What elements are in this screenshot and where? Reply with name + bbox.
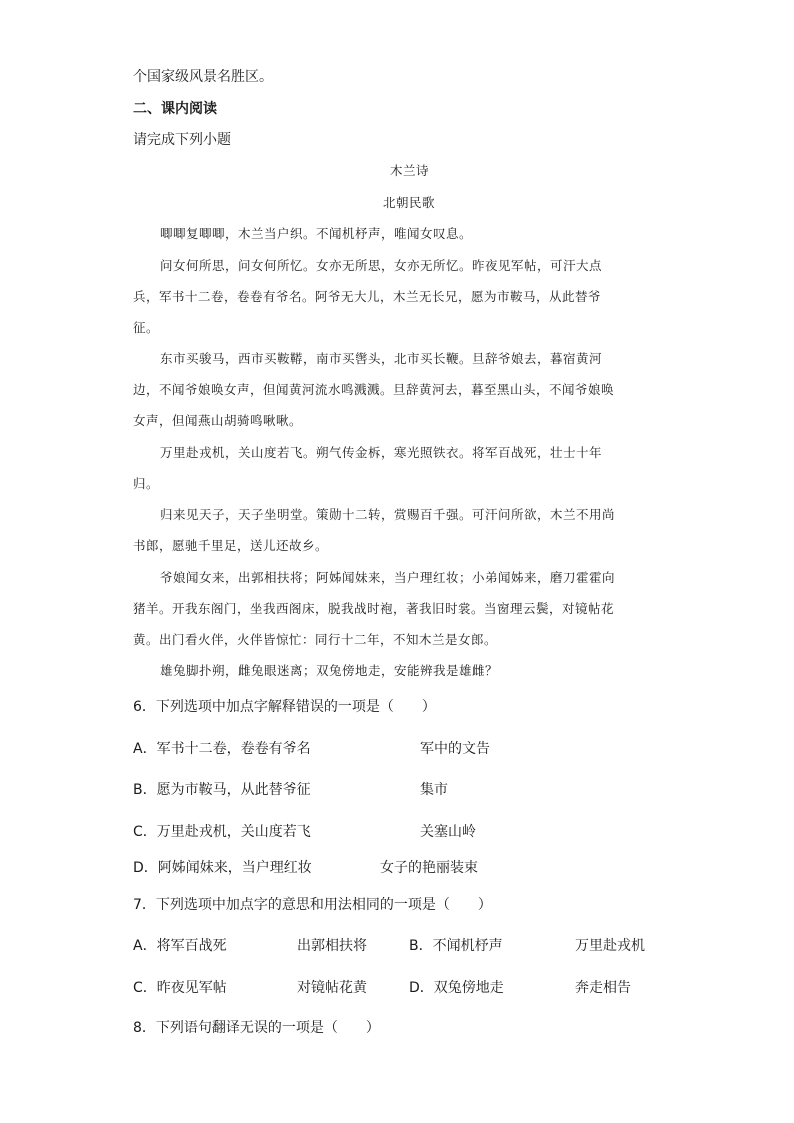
poem-line: 征。 bbox=[133, 320, 160, 335]
q7-option-d: D．双兔傍地走 bbox=[409, 980, 504, 996]
q7-option-a: A．将军百战死 bbox=[133, 938, 227, 954]
poem-line: 雄兔脚扑朔，雌兔眼迷离；双兔傍地走，安能辨我是雄雌？ bbox=[160, 663, 499, 678]
q7-option-a-pair: 出郭相扶将 bbox=[297, 938, 367, 954]
poem-line: 猪羊。开我东阁门，坐我西阁床，脱我战时袍，著我旧时裳。当窗理云鬓，对镜帖花 bbox=[133, 601, 615, 616]
poem-title: 木兰诗 bbox=[390, 163, 430, 178]
poem-line: 唧唧复唧唧，木兰当户织。不闻机杼声，唯闻女叹息。 bbox=[160, 226, 473, 241]
q6-option-a-gloss: 军中的文告 bbox=[420, 741, 490, 757]
q6-option-b: B．愿为市鞍马，从此替爷征 bbox=[133, 782, 311, 798]
intro-tail-line: 个国家级风景名胜区。 bbox=[133, 69, 273, 85]
q7-option-c: C．昨夜见军帖 bbox=[133, 980, 227, 996]
poem-line: 归。 bbox=[133, 476, 160, 491]
poem-line: 万里赴戎机，关山度若飞。朔气传金柝，寒光照铁衣。将军百战死，壮士十年 bbox=[160, 445, 603, 460]
poem-line: 问女何所思，问女何所忆。女亦无所思，女亦无所忆。昨夜见军帖，可汗大点 bbox=[160, 258, 603, 273]
poem-line: 边，不闻爷娘唤女声，但闻黄河流水鸣溅溅。旦辞黄河去，暮至黑山头，不闻爷娘唤 bbox=[133, 382, 615, 397]
poem-line: 东市买骏马，西市买鞍鞯，南市买辔头，北市买长鞭。旦辞爷娘去，暮宿黄河 bbox=[160, 351, 603, 366]
poem-line: 女声，但闻燕山胡骑鸣啾啾。 bbox=[133, 413, 303, 428]
q6-option-c-gloss: 关塞山岭 bbox=[420, 824, 476, 840]
poem-line: 黄。出门看火伴，火伴皆惊忙：同行十二年，不知木兰是女郎。 bbox=[133, 632, 498, 647]
q7-option-d-pair: 奔走相告 bbox=[575, 980, 631, 996]
poem-line: 爷娘闻女来，出郭相扶将；阿姊闻妹来，当户理红妆；小弟闻姊来，磨刀霍霍向 bbox=[160, 570, 616, 585]
q7-option-c-pair: 对镜帖花黄 bbox=[297, 980, 367, 996]
poem-line: 归来见天子，天子坐明堂。策勋十二转，赏赐百千强。可汗问所欲，木兰不用尚 bbox=[160, 507, 616, 522]
poem-line: 兵，军书十二卷，卷卷有爷名。阿爷无大儿，木兰无长兄，愿为市鞍马，从此替爷 bbox=[133, 289, 602, 304]
instruction: 请完成下列小题 bbox=[133, 132, 231, 148]
q6-option-d-gloss: 女子的艳丽装束 bbox=[380, 860, 478, 876]
q6-option-a: A．军书十二卷，卷卷有爷名 bbox=[133, 741, 311, 757]
q7-option-b: B．不闻机杼声 bbox=[409, 938, 503, 954]
section-heading: 二、课内阅读 bbox=[133, 101, 217, 117]
q6-option-b-gloss: 集市 bbox=[420, 782, 448, 798]
q6-option-c: C．万里赴戎机，关山度若飞 bbox=[133, 824, 311, 840]
poem-author: 北朝民歌 bbox=[383, 195, 436, 210]
q6-stem: 6．下列选项中加点字解释错误的一项是（ ） bbox=[133, 699, 436, 715]
q6-option-d: D．阿姊闻妹来，当户理红妆 bbox=[133, 860, 312, 876]
poem-line: 书郎，愿驰千里足，送儿还故乡。 bbox=[133, 538, 329, 553]
q7-stem: 7．下列选项中加点字的意思和用法相同的一项是（ ） bbox=[133, 897, 492, 913]
q8-stem: 8．下列语句翻译无误的一项是（ ） bbox=[133, 1020, 380, 1036]
q7-option-b-pair: 万里赴戎机 bbox=[575, 938, 645, 954]
